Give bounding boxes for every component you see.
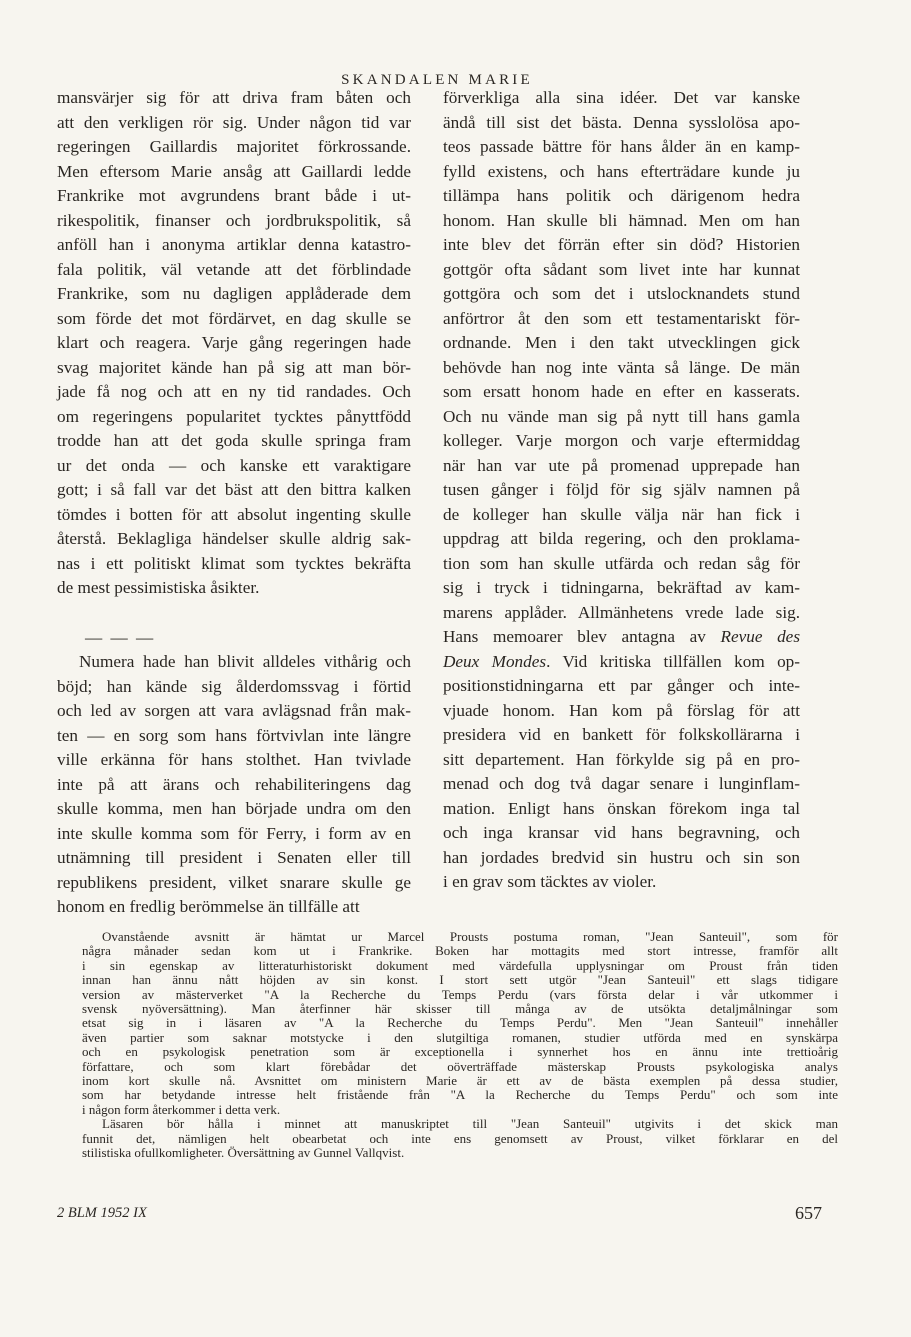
note-paragraph — [82, 1117, 838, 1160]
journal-title: Deux Mondes — [443, 651, 547, 671]
text-line: Hans memoarer blev antagna av Revue des — [443, 627, 801, 646]
text-line: de kolleger han skulle välja när han fick i — [443, 504, 800, 524]
text-line: gott; i så fall var det bäst att den bittra kalken — [57, 480, 411, 499]
text-line: Läsaren bör hålla i minnet att manuskriptet till "Jean Santeuil" utgivits i det skick man — [102, 1116, 838, 1132]
text-line: Och nu vände man sig på nytt till hans gamla — [443, 406, 800, 426]
text-line: och led av sorgen att vara avlägsnad från mak- — [57, 701, 411, 720]
text-line: tillämpa hans politik och därigenom hedra — [443, 186, 800, 205]
text-line: som ersatt honom hade en efter en kasserats. — [443, 382, 800, 401]
text-line: positionstidningarna ett par gånger och inte- — [443, 676, 800, 695]
text-line: skulle komma, men han började undra om den — [57, 799, 411, 818]
text-line: och en psykologisk penetration som är exceptionella i synnerhet hos en ännu inte trettioårig — [82, 1044, 838, 1060]
text-line: ten — en sorg som hans förtvivlan inte längre — [57, 725, 411, 745]
paragraph — [57, 86, 411, 601]
text-line: böjd; han kände sig ålderdomssvag i förtid — [57, 676, 411, 696]
text-line: inte på att ärans och rehabiliteringens dag — [57, 774, 411, 794]
text-line: funnit det, nämligen helt obearbetat och inte ens genomsett av Proust, vilket förklarar en del — [82, 1130, 838, 1146]
text-line: fylld existens, och hans efterträdare kunde ju — [443, 161, 800, 181]
note-paragraph — [82, 930, 838, 1117]
text-line: han jordades bredvid sin hustru och sin son — [443, 847, 800, 867]
text-line: gottgör ofta sådant som livet inte har kunnat — [443, 259, 800, 279]
text-line: mation. Enligt hans önskan förekom inga tal — [443, 798, 800, 818]
paragraph — [57, 650, 411, 920]
text-line: i en grav som täcktes av violer. — [443, 872, 657, 891]
text-line: Men eftersom Marie ansåg att Gaillardi ledde — [57, 161, 411, 181]
text-line: presidera vid en bankett för folkskollärarna i — [443, 725, 800, 744]
text-line: uppdrag att bilda regering, och den proklama- — [443, 529, 800, 548]
running-head: SKANDALEN MARIE — [341, 72, 533, 88]
text-line: rikespolitik, finanser och jordbrukspolitik, så — [57, 210, 411, 230]
right-column — [443, 86, 800, 895]
text-line: regeringen Gaillardis majoritet förkrossande. — [57, 137, 411, 156]
text-line: etsat sig in i läsaren av "A la Recherche du Temps Perdu". Men "Jean Santeuil" innehåller — [82, 1015, 838, 1031]
text-line: och inga kransar vid hans begravning, och — [443, 823, 800, 842]
text-line: ändå till sist det bästa. Denna sysslolösa apo- — [443, 112, 800, 132]
text-line: Frankrike mot avgrundens brant både i ut- — [57, 186, 411, 205]
text-line: i någon form återkommer i detta verk. — [82, 1101, 281, 1117]
text-line: behövde han nog inte vänta så länge. De män — [443, 357, 800, 377]
text-line: svag majoritet kände han på sig att man bör- — [57, 357, 411, 377]
text-line: inte blev det förrän efter sin död? Historien — [443, 235, 800, 254]
text-line: version av mästerverket "A la Recherche du Temps Perdu (vars första delar i vår utkommer i — [82, 986, 838, 1002]
text-line: inom kort skulle nå. Avsnittet om ministern Marie är ett av de bästa exemplen på dessa studier, — [82, 1073, 838, 1089]
text-line: marens applåder. Allmänhetens vrede lade sig. — [443, 602, 800, 622]
text-line: stilistiska ofullkomligheter. Översättning av Gunnel Vallqvist. — [82, 1145, 405, 1161]
text-line: honom. Han skulle bli hämnad. Men om han — [443, 210, 800, 230]
text-line: vjuade honom. Han kom på förslag för att — [443, 700, 800, 720]
text-line: i sin egenskap av litteraturhistoriskt dokument med värdefulla upplysningar om Proust från tiden — [82, 957, 838, 973]
text-line: återstå. Beklagliga händelser skulle aldrig sak- — [57, 529, 411, 548]
text-line: som har betydande intresse helt fristående från "A la Recherche du Temps Perdu" och som inte — [82, 1087, 838, 1103]
text-line: Ovanstående avsnitt är hämtat ur Marcel Prousts postuma roman, "Jean Santeuil", som för — [102, 929, 838, 944]
page-number: 657 — [795, 1203, 822, 1223]
text-line: även partier som saknar motstycke i den slutgiltiga romanen, studier utförda med en synskärpa — [82, 1029, 838, 1045]
text-line: kolleger. Varje morgon och varje eftermiddag — [443, 431, 800, 450]
paragraph — [443, 86, 800, 895]
text-line: jade få nog och att en ny tid randades. Och — [57, 382, 411, 401]
text-line: utnämning till president i Senaten eller till — [57, 848, 411, 867]
text-line: gottgöra och som det i utslocknandets stund — [443, 284, 800, 303]
text-line: Deux Mondes. Vid kritiska tillfällen kom op- — [443, 651, 801, 671]
text-line: ordnande. Men i den takt utvecklingen gick — [443, 333, 800, 352]
text-line: svensk nyöversättning). Man återfinner här skisser till många av de utsökta detaljmålningar som — [82, 1001, 838, 1017]
text-line: de mest pessimistiska åsikter. — [57, 578, 260, 597]
section-separator: — — — — [85, 627, 156, 647]
text-line: när han var ute på promenad upprepade han — [443, 455, 800, 475]
text-line: att den verkligen rör sig. Under någon tid var — [57, 112, 411, 132]
journal-title: Revue des — [720, 627, 801, 646]
text-line: republikens president, vilket snarare skulle ge — [57, 872, 411, 892]
text-line: tömdes i botten för att absolut ingenting skulle — [57, 504, 411, 524]
text-line: anföll han i anonyma artiklar denna katastro- — [57, 235, 411, 254]
left-column — [57, 86, 411, 920]
text-line: nas i ett politiskt klimat som tycktes bekräfta — [57, 553, 411, 573]
text-line: förverkliga alla sina idéer. Det var kanske — [443, 88, 800, 107]
text-line: ur det onda — och kanske ett varaktigare — [57, 455, 411, 475]
text-line: om regeringens popularitet tycktes pånyttfödd — [57, 406, 411, 426]
signature-mark: 2 BLM 1952 IX — [57, 1205, 147, 1221]
text-line: mansvärjer sig för att driva fram båten och — [57, 88, 411, 107]
text-line: Numera hade han blivit alldeles vithårig och — [79, 652, 411, 671]
text-line: sitt departement. Han förkylde sig på en pro- — [443, 749, 800, 769]
text-line: innan han ännu nått höjden av sin konst. I stort sett utgör "Jean Santeuil" ett slags tidigare — [82, 972, 838, 988]
text-line: trodde han att det goda skulle springa fram — [57, 431, 411, 450]
text-line: några månader sedan kom ut i Frankrike. Boken har mottagits med stort intresse, framför allt — [82, 943, 838, 959]
text-line: klart och reagera. Varje gång regeringen hade — [57, 333, 411, 352]
editor-note — [82, 930, 838, 1161]
text-line: som förde det mot fördärvet, en dag skulle se — [57, 308, 411, 328]
text-line: anförtror åt den som ett testamentariskt för- — [443, 308, 800, 328]
text-line: teos passade bättre för hans ålder än en kamp- — [443, 137, 800, 156]
text-line: tusen gånger i följd för sig själv namnen på — [443, 480, 800, 499]
text-line: fala politik, väl vetande att det förblindade — [57, 259, 411, 279]
text-line: menad och dog två dagar senare i lunginflam- — [443, 774, 800, 793]
text-line: tion som han skulle utfärda och redan såg för — [443, 553, 800, 573]
text-line: Frankrike, som nu dagligen applåderade dem — [57, 284, 411, 303]
text-line: sig i tryck i tidningarna, bekräftad av kam- — [443, 578, 800, 597]
text-line: ville erkänna för hans stolthet. Han tvivlade — [57, 750, 411, 769]
text-line: honom en fredlig berömmelse än tillfälle att — [57, 897, 360, 916]
text-line: inte skulle komma som för Ferry, i form av en — [57, 823, 411, 843]
text-line: författare, och som klart förebådar det oöverträffade mästerskap Prousts psykologiska analys — [82, 1058, 838, 1074]
